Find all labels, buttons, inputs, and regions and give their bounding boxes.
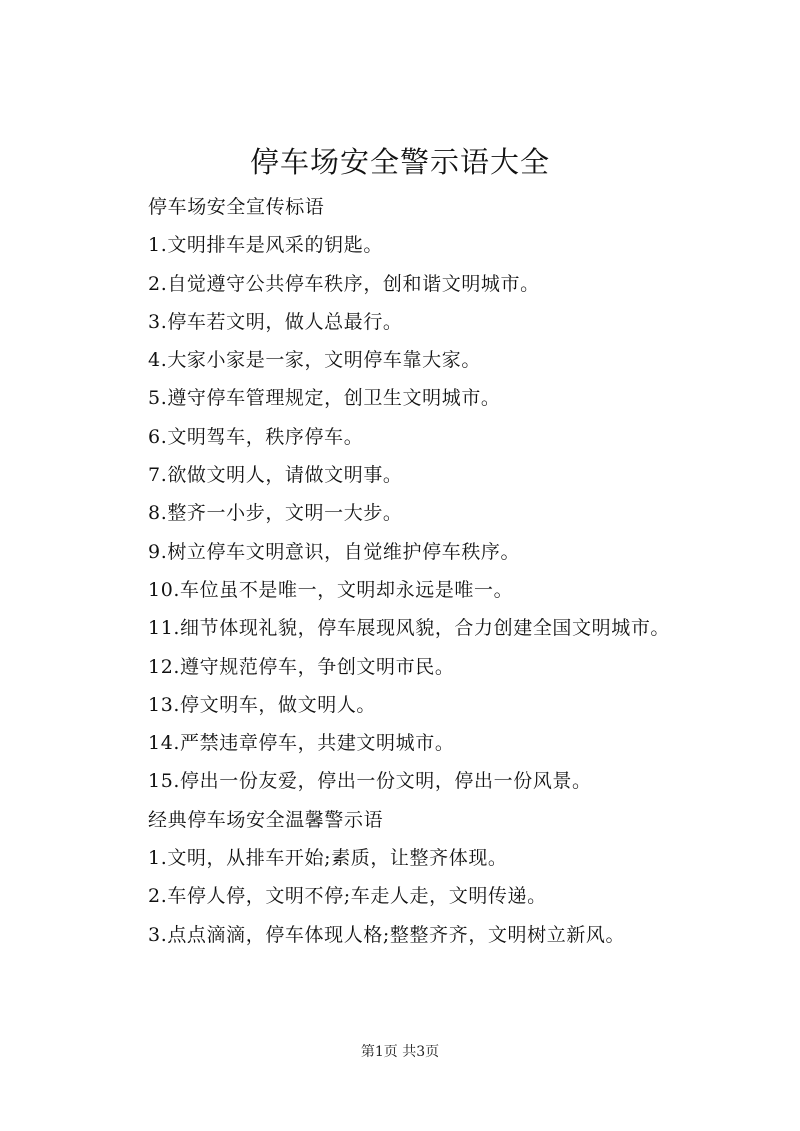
page-footer: 第1页 共3页 <box>360 1044 440 1060</box>
slogan-item: 12.遵守规范停车，争创文明市民。 <box>148 655 455 678</box>
warning-item: 3.点点滴滴，停车体现人格;整整齐齐，文明树立新风。 <box>148 923 626 946</box>
slogan-item: 13.停文明车，做文明人。 <box>148 693 377 716</box>
document-body <box>148 188 788 954</box>
slogan-item: 11.细节体现礼貌，停车展现风貌，合力创建全国文明城市。 <box>148 617 671 640</box>
slogan-item: 15.停出一份友爱，停出一份文明，停出一份风景。 <box>148 770 592 793</box>
slogan-item: 5.遵守停车管理规定，创卫生文明城市。 <box>148 387 501 410</box>
slogan-item: 8.整齐一小步，文明一大步。 <box>148 502 403 525</box>
warning-item: 1.文明，从排车开始;素质，让整齐体现。 <box>148 847 508 870</box>
document-title: 停车场安全警示语大全 <box>249 145 550 179</box>
slogan-item: 2.自觉遵守公共停车秩序，创和谐文明城市。 <box>148 272 540 295</box>
slogan-item: 1.文明排车是风采的钥匙。 <box>148 234 383 257</box>
slogan-item: 4.大家小家是一家，文明停车靠大家。 <box>148 349 481 372</box>
slogan-item: 6.文明驾车，秩序停车。 <box>148 425 364 448</box>
slogan-item: 14.严禁违章停车，共建文明城市。 <box>148 732 455 755</box>
section-heading-publicity: 停车场安全宣传标语 <box>148 196 325 218</box>
slogan-item: 3.停车若文明，做人总最行。 <box>148 310 403 333</box>
slogan-item: 9.树立停车文明意识，自觉维护停车秩序。 <box>148 540 521 563</box>
warning-item: 2.车停人停，文明不停;车走人走，文明传递。 <box>148 885 547 908</box>
slogan-item: 7.欲做文明人，请做文明事。 <box>148 464 403 487</box>
section-heading-warnings: 经典停车场安全温馨警示语 <box>148 808 384 831</box>
slogan-item: 10.车位虽不是唯一，文明却永远是唯一。 <box>148 578 514 601</box>
